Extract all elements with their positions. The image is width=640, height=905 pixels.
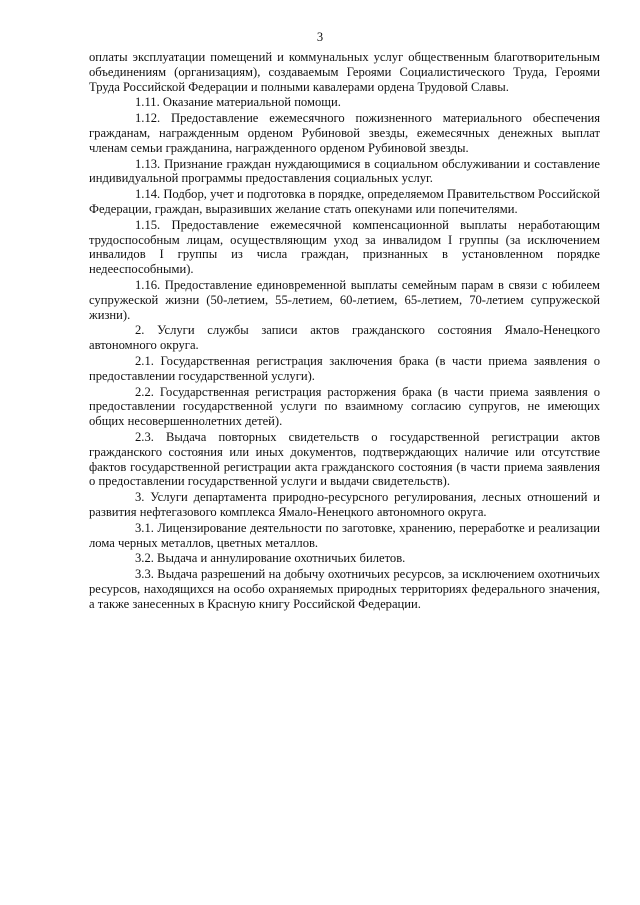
section-2-heading: 2. Услуги службы записи актов гражданского состояния Ямало-Ненецкого автономного округа. <box>89 323 600 353</box>
document-body <box>89 50 600 612</box>
paragraph-2-2: 2.2. Государственная регистрация расторжения брака (в части приема заявления о предоставлении государственной услуги по взаимному согласию супругов, не имеющих общих несовершеннолетних детей). <box>89 384 600 429</box>
paragraph-1-13: 1.13. Признание граждан нуждающимися в социальном обслуживании и составление индивидуальной программы предоставления социальных услуг. <box>89 156 600 186</box>
paragraph-2-1: 2.1. Государственная регистрация заключения брака (в части приема заявления о предоставлении государственной услуги). <box>89 353 600 383</box>
paragraph-3-2: 3.2. Выдача и аннулирование охотничьих билетов. <box>135 551 406 566</box>
paragraph-1-11: 1.11. Оказание материальной помощи. <box>135 95 341 110</box>
paragraph-1-16: 1.16. Предоставление единовременной выплаты семейным парам в связи с юбилеем супружеской жизни (50-летием, 55-летием, 60-летием, 65-летием, 70-летием супружеской жизни). <box>89 277 600 322</box>
paragraph-1-12: 1.12. Предоставление ежемесячного пожизненного материального обеспечения гражданам, награжденным орденом Рубиновой звезды, ежемесячных денежных выплат членам семьи гражданина, награжденного орденом Рубиновой звезды. <box>89 111 600 155</box>
paragraph-3-1: 3.1. Лицензирование деятельности по заготовке, хранению, переработке и реализации лома черных металлов, цветных металлов. <box>89 520 600 550</box>
paragraph-1-15: 1.15. Предоставление ежемесячной компенсационной выплаты неработающим трудоспособным лицам, осуществляющим уход за инвалидом I группы (за исключением инвалидов I группы из числа граждан, признанных в установленном порядке недееспособными). <box>89 217 600 277</box>
paragraph-3-3: 3.3. Выдача разрешений на добычу охотничьих ресурсов, за исключением охотничьих ресурсов, находящихся на особо охраняемых природных территориях федерального значения, а также занесенных в Красную книгу Российской Федерации. <box>89 567 600 611</box>
page-number: 3 <box>316 30 324 44</box>
section-3-heading: 3. Услуги департамента природно-ресурсного регулирования, лесных отношений и развития нефтегазового комплекса Ямало-Ненецкого автономного округа. <box>89 490 600 519</box>
paragraph-2-3: 2.3. Выдача повторных свидетельств о государственной регистрации актов гражданского состояния или иных документов, подтверждающих наличие или отсутствие фактов государственной регистрации акта гражданского состояния (в части приема заявления о предоставлении государственной услуги и выдачи свидетельств). <box>89 429 600 489</box>
paragraph-1-14: 1.14. Подбор, учет и подготовка в порядке, определяемом Правительством Российской Федерации, граждан, выразивших желание стать опекунами или попечителями. <box>89 187 601 216</box>
paragraph-continuation: оплаты эксплуатации помещений и коммунальных услуг общественным благотворительным объединениям (организациям), создаваемым Героями Социалистического Труда, Героями Труда Российской Федерации и полными кавалерами ордена Трудовой Славы. <box>89 50 600 94</box>
